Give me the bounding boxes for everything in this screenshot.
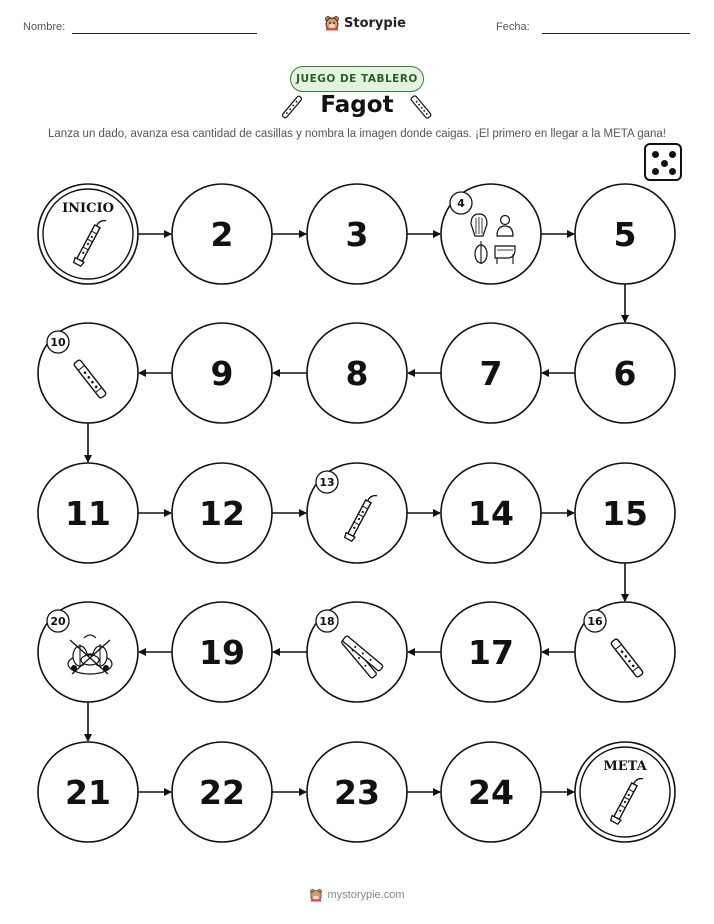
space-number-badge: 20 bbox=[50, 615, 66, 628]
space-number: 17 bbox=[468, 633, 514, 672]
game-type-badge: JUEGO DE TABLERO bbox=[290, 66, 424, 92]
board-space-18 bbox=[307, 602, 407, 702]
finish-label: META bbox=[603, 759, 647, 774]
board-space-20 bbox=[38, 602, 138, 702]
board-space-2 bbox=[172, 184, 272, 284]
board-space-22 bbox=[172, 742, 272, 842]
board-space-14 bbox=[441, 463, 541, 563]
board-space-4 bbox=[441, 184, 541, 284]
board-space-21 bbox=[38, 742, 138, 842]
space-number-badge: 16 bbox=[587, 615, 603, 628]
space-number: 8 bbox=[345, 354, 369, 393]
space-number: 2 bbox=[210, 215, 234, 254]
space-number: 15 bbox=[602, 494, 648, 533]
date-label: Fecha: bbox=[496, 21, 530, 33]
footer bbox=[0, 888, 714, 905]
space-number: 6 bbox=[613, 354, 637, 393]
board-space-15 bbox=[575, 463, 675, 563]
footer-bear-icon bbox=[309, 888, 323, 902]
board-space-23 bbox=[307, 742, 407, 842]
instructions: Lanza un dado, avanza esa cantidad de casillas y nombra la imagen donde caigas. ¡El primero en llegar a la META gana! bbox=[48, 128, 666, 140]
footer-url: mystorypie.com bbox=[327, 889, 405, 901]
board-space-3 bbox=[307, 184, 407, 284]
board-space-16 bbox=[575, 602, 675, 702]
space-number-badge: 10 bbox=[50, 336, 66, 349]
name-label: Nombre: bbox=[23, 21, 66, 33]
space-number: 12 bbox=[199, 494, 245, 533]
board-space-6 bbox=[575, 323, 675, 423]
space-number: 5 bbox=[613, 215, 637, 254]
board-space-12 bbox=[172, 463, 272, 563]
board-space-1 bbox=[38, 184, 138, 284]
space-number: 19 bbox=[199, 633, 245, 672]
page-title: Fagot bbox=[320, 92, 394, 118]
board-space-9 bbox=[172, 323, 272, 423]
space-number-badge: 18 bbox=[319, 615, 335, 628]
start-label: INICIO bbox=[62, 201, 114, 216]
board-space-13 bbox=[307, 463, 407, 563]
space-number: 7 bbox=[479, 354, 503, 393]
space-number-badge: 4 bbox=[457, 197, 465, 210]
board-space-5 bbox=[575, 184, 675, 284]
board-space-10 bbox=[38, 323, 138, 423]
space-number: 3 bbox=[345, 215, 369, 254]
board-space-17 bbox=[441, 602, 541, 702]
board-space-24 bbox=[441, 742, 541, 842]
board-space-11 bbox=[38, 463, 138, 563]
board-space-8 bbox=[307, 323, 407, 423]
board-space-19 bbox=[172, 602, 272, 702]
space-number-badge: 13 bbox=[319, 476, 335, 489]
space-number: 9 bbox=[210, 354, 234, 393]
space-number: 14 bbox=[468, 494, 514, 533]
space-number: 24 bbox=[468, 773, 514, 812]
space-number: 23 bbox=[334, 773, 380, 812]
brand-name: Storypie bbox=[344, 15, 406, 31]
space-number: 21 bbox=[65, 773, 111, 812]
board-space-7 bbox=[441, 323, 541, 423]
board-space-25 bbox=[575, 742, 675, 842]
space-number: 11 bbox=[65, 494, 111, 533]
board-cells bbox=[38, 184, 675, 842]
space-number: 22 bbox=[199, 773, 245, 812]
